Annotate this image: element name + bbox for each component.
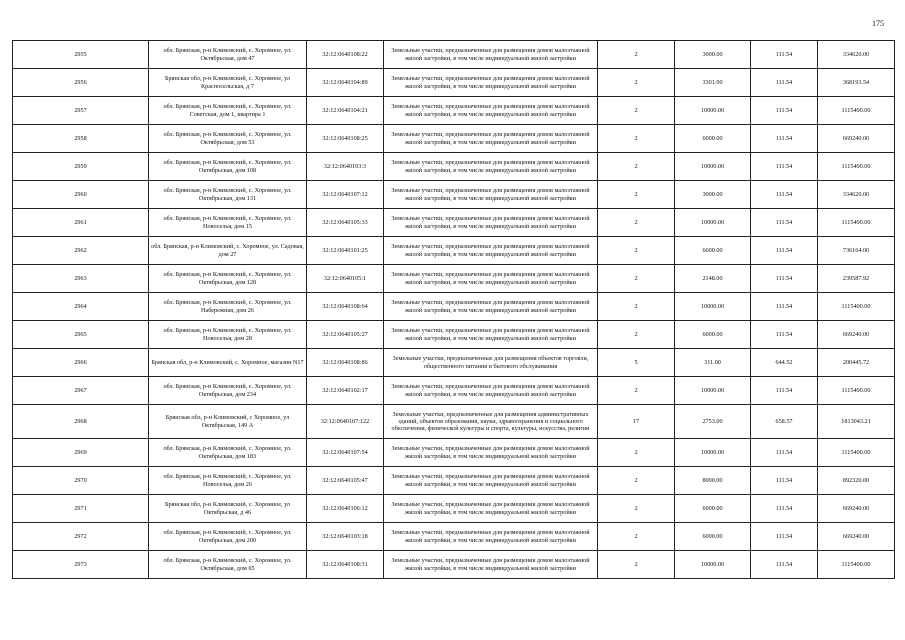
land-use-cell: Земельные участки, предназначенные для размещения домов малоэтажной жилой застройки, в том числе индивидуальной жилой застройки [384, 467, 598, 495]
land-use-cell: Земельные участки, предназначенные для размещения домов малоэтажной жилой застройки, в том числе индивидуальной жилой застройки [384, 551, 598, 579]
cadastral-value-cell: 368193.54 [818, 69, 895, 97]
use-code-cell: 2 [598, 265, 675, 293]
cadastral-number-cell: 32:12:0640108:86 [307, 349, 384, 377]
cadastral-value-cell: 669240.00 [818, 495, 895, 523]
cadastral-number-cell: 32:12:0640107:122 [307, 405, 384, 439]
cadastral-value-cell: 1115400.00 [818, 209, 895, 237]
table-row [13, 551, 895, 579]
land-use-cell: Земельные участки, предназначенные для размещения домов малоэтажной жилой застройки, в том числе индивидуальной жилой застройки [384, 293, 598, 321]
row-number-cell: 2968 [13, 405, 149, 439]
area-cell: 311.00 [675, 349, 751, 377]
use-code-cell: 2 [598, 209, 675, 237]
cadastral-number-cell: 32:12:0640108:64 [307, 293, 384, 321]
cadastral-number-cell: 32:12:0640101:25 [307, 237, 384, 265]
address-cell: обл. Брянская, р-н Климовский, с. Хоромное, ул. Новоселья, дом 28 [149, 321, 307, 349]
land-registry-table [12, 40, 895, 579]
cadastral-number-cell: 32:12:0640105:27 [307, 321, 384, 349]
address-cell: обл. Брянская, р-н Климовский, с. Хоромное, ул. Новоселья, дом 26 [149, 467, 307, 495]
cadastral-value-cell: 334620.00 [818, 41, 895, 69]
land-use-cell: Земельные участки, предназначенные для размещения домов малоэтажной жилой застройки, в том числе индивидуальной жилой застройки [384, 523, 598, 551]
area-cell: 6600.00 [675, 237, 751, 265]
table-row [13, 293, 895, 321]
cadastral-value-cell: 669240.00 [818, 523, 895, 551]
land-use-cell: Земельные участки, предназначенные для размещения домов малоэтажной жилой застройки, в том числе индивидуальной жилой застройки [384, 209, 598, 237]
table-row [13, 467, 895, 495]
row-number-cell: 2972 [13, 523, 149, 551]
row-number-cell: 2967 [13, 377, 149, 405]
rate-cell: 111.54 [751, 293, 818, 321]
use-code-cell: 2 [598, 181, 675, 209]
cadastral-value-cell: 892320.00 [818, 467, 895, 495]
area-cell: 8000.00 [675, 467, 751, 495]
table-row [13, 321, 895, 349]
cadastral-number-cell: 32:12:0640106:12 [307, 495, 384, 523]
land-use-cell: Земельные участки, предназначенные для размещения домов малоэтажной жилой застройки, в том числе индивидуальной жилой застройки [384, 41, 598, 69]
use-code-cell: 2 [598, 293, 675, 321]
address-cell: Брянская обл, р-н Климовский, с Хоромное, ул Октябрьская, 149 А [149, 405, 307, 439]
cadastral-number-cell: 32:12:0640108:31 [307, 551, 384, 579]
cadastral-value-cell: 200445.72 [818, 349, 895, 377]
area-cell: 6000.00 [675, 125, 751, 153]
row-number-cell: 2971 [13, 495, 149, 523]
address-cell: обл. Брянская, р-н Климовский, с. Хоромное, ул. Советская, дом 1, квартира 1 [149, 97, 307, 125]
address-cell: обл. Брянская, р-н Климовский, с. Хоромное, ул. Октябрьская, дом 131 [149, 181, 307, 209]
area-cell: 10000.00 [675, 293, 751, 321]
area-cell: 2148.00 [675, 265, 751, 293]
cadastral-number-cell: 32:12:0640108:25 [307, 125, 384, 153]
row-number-cell: 2965 [13, 321, 149, 349]
cadastral-number-cell: 32:12:0640103:18 [307, 523, 384, 551]
cadastral-number-cell: 32:12:0640107:12 [307, 181, 384, 209]
cadastral-value-cell: 1115400.00 [818, 551, 895, 579]
cadastral-value-cell: 1115400.00 [818, 153, 895, 181]
land-use-cell: Земельные участки, предназначенные для размещения домов малоэтажной жилой застройки, в том числе индивидуальной жилой застройки [384, 321, 598, 349]
area-cell: 10000.00 [675, 377, 751, 405]
address-cell: Брянская обл, р-н Климовский, с. Хоромное, ул Октябрьская, д 46 [149, 495, 307, 523]
land-use-cell: Земельные участки, предназначенные для размещения домов малоэтажной жилой застройки, в том числе индивидуальной жилой застройки [384, 495, 598, 523]
row-number-cell: 2969 [13, 439, 149, 467]
use-code-cell: 2 [598, 41, 675, 69]
land-use-cell: Земельные участки, предназначенные для размещения домов малоэтажной жилой застройки, в том числе индивидуальной жилой застройки [384, 265, 598, 293]
table-row [13, 377, 895, 405]
rate-cell: 111.54 [751, 41, 818, 69]
cadastral-number-cell: 32:12:0640105:47 [307, 467, 384, 495]
table-row [13, 97, 895, 125]
table-row [13, 495, 895, 523]
use-code-cell: 2 [598, 69, 675, 97]
cadastral-value-cell: 1813043.21 [818, 405, 895, 439]
land-use-cell: Земельные участки, предназначенные для размещения домов малоэтажной жилой застройки, в том числе индивидуальной жилой застройки [384, 181, 598, 209]
rate-cell: 111.54 [751, 69, 818, 97]
table-row [13, 237, 895, 265]
table-body [13, 41, 895, 579]
address-cell: обл. Брянская, р-н Климовский, с. Хоромное, ул. Октябрьская, дом 200 [149, 523, 307, 551]
rate-cell: 111.54 [751, 377, 818, 405]
row-number-cell: 2966 [13, 349, 149, 377]
table-row [13, 181, 895, 209]
rate-cell: 111.54 [751, 237, 818, 265]
row-number-cell: 2973 [13, 551, 149, 579]
cadastral-number-cell: 32:12:0640105:33 [307, 209, 384, 237]
cadastral-value-cell: 1115400.00 [818, 377, 895, 405]
rate-cell: 111.54 [751, 321, 818, 349]
address-cell: Брянская обл, р-н Климовский, с. Хоромное, ул Красносельская, д 7 [149, 69, 307, 97]
cadastral-value-cell: 239587.92 [818, 265, 895, 293]
address-cell: Брянская обл, р-н Климовский, с. Хоромное, магазин N17 [149, 349, 307, 377]
area-cell: 10000.00 [675, 209, 751, 237]
area-cell: 6000.00 [675, 523, 751, 551]
area-cell: 10000.00 [675, 439, 751, 467]
rate-cell: 111.54 [751, 523, 818, 551]
row-number-cell: 2964 [13, 293, 149, 321]
rate-cell: 111.54 [751, 495, 818, 523]
cadastral-number-cell: 32:12:0640104:89 [307, 69, 384, 97]
land-use-cell: Земельные участки, предназначенные для размещения домов малоэтажной жилой застройки, в том числе индивидуальной жилой застройки [384, 125, 598, 153]
row-number-cell: 2955 [13, 41, 149, 69]
address-cell: обл. Брянская, р-н Климовский, с. Хоромное, ул. Октябрьская, дом 234 [149, 377, 307, 405]
use-code-cell: 2 [598, 153, 675, 181]
land-use-cell: Земельные участки, предназначенные для размещения домов малоэтажной жилой застройки, в том числе индивидуальной жилой застройки [384, 69, 598, 97]
land-use-cell: Земельные участки, предназначенные для размещения домов малоэтажной жилой застройки, в том числе индивидуальной жилой застройки [384, 153, 598, 181]
area-cell: 3000.00 [675, 41, 751, 69]
use-code-cell: 2 [598, 377, 675, 405]
table-row [13, 265, 895, 293]
rate-cell: 111.54 [751, 439, 818, 467]
cadastral-value-cell: 736164.00 [818, 237, 895, 265]
rate-cell: 111.54 [751, 209, 818, 237]
area-cell: 10000.00 [675, 551, 751, 579]
rate-cell: 658.57 [751, 405, 818, 439]
table-row [13, 349, 895, 377]
land-use-cell: Земельные участки, предназначенные для размещения домов малоэтажной жилой застройки, в том числе индивидуальной жилой застройки [384, 377, 598, 405]
cadastral-number-cell: 32:12:0640107:54 [307, 439, 384, 467]
rate-cell: 111.54 [751, 125, 818, 153]
cadastral-value-cell: 334620.00 [818, 181, 895, 209]
cadastral-number-cell: 32:12:0640104:21 [307, 97, 384, 125]
use-code-cell: 2 [598, 237, 675, 265]
area-cell: 10000.00 [675, 153, 751, 181]
area-cell: 3301.00 [675, 69, 751, 97]
rate-cell: 111.54 [751, 97, 818, 125]
row-number-cell: 2958 [13, 125, 149, 153]
cadastral-value-cell: 669240.00 [818, 321, 895, 349]
use-code-cell: 2 [598, 125, 675, 153]
cadastral-number-cell: 32:12:0640108:22 [307, 41, 384, 69]
address-cell: обл. Брянская, р-н Климовский, с. Хоромное, ул. Октябрьская, дом 108 [149, 153, 307, 181]
area-cell: 6000.00 [675, 321, 751, 349]
land-use-cell: Земельные участки, предназначенные для размещения домов малоэтажной жилой застройки, в том числе индивидуальной жилой застройки [384, 237, 598, 265]
rate-cell: 111.54 [751, 551, 818, 579]
area-cell: 2753.00 [675, 405, 751, 439]
address-cell: обл. Брянская, р-н Климовский, с. Хоромное, ул. Октябрьская, дом 128 [149, 265, 307, 293]
rate-cell: 111.54 [751, 467, 818, 495]
address-cell: обл. Брянская, р-н Климовский, с. Хоромное, ул. Октябрьская, дом 53 [149, 125, 307, 153]
table-row [13, 41, 895, 69]
table-row [13, 69, 895, 97]
rate-cell: 111.54 [751, 265, 818, 293]
row-number-cell: 2957 [13, 97, 149, 125]
cadastral-value-cell: 1115400.00 [818, 293, 895, 321]
table-row [13, 523, 895, 551]
page-number: 175 [872, 19, 884, 28]
row-number-cell: 2963 [13, 265, 149, 293]
address-cell: обл. Брянская, р-н Климовский, с. Хоромное, ул. Новоселья, дом 15 [149, 209, 307, 237]
table-row [13, 439, 895, 467]
use-code-cell: 5 [598, 349, 675, 377]
cadastral-value-cell: 1115400.00 [818, 97, 895, 125]
row-number-cell: 2970 [13, 467, 149, 495]
cadastral-number-cell: 32:12:0640105:1 [307, 265, 384, 293]
address-cell: обл. Брянская, р-н Климовский, с. Хоромное, ул. Октябрьская, дом 183 [149, 439, 307, 467]
address-cell: обл. Брянская, р-н Климовский, с. Хоромное, ул. Набережная, дом 26 [149, 293, 307, 321]
land-use-cell: Земельные участки, предназначенные для размещения административных зданий, объектов образования, науки, здравоохранения и социального обеспечения, физической культуры и спорта, культуры, искусства, религии [384, 405, 598, 439]
use-code-cell: 2 [598, 467, 675, 495]
use-code-cell: 2 [598, 523, 675, 551]
use-code-cell: 2 [598, 439, 675, 467]
table-row [13, 405, 895, 439]
cadastral-value-cell: 669240.00 [818, 125, 895, 153]
table-row [13, 153, 895, 181]
row-number-cell: 2961 [13, 209, 149, 237]
cadastral-number-cell: 32:12:0640102:17 [307, 377, 384, 405]
land-use-cell: Земельные участки, предназначенные для размещения домов малоэтажной жилой застройки, в том числе индивидуальной жилой застройки [384, 97, 598, 125]
row-number-cell: 2962 [13, 237, 149, 265]
use-code-cell: 2 [598, 495, 675, 523]
address-cell: обл. Брянская, р-н Климовский, с. Хоромное, ул. Октябрьская, дом 65 [149, 551, 307, 579]
use-code-cell: 2 [598, 551, 675, 579]
cadastral-number-cell: 32:12:0640103:3 [307, 153, 384, 181]
table-row [13, 125, 895, 153]
row-number-cell: 2959 [13, 153, 149, 181]
table-row [13, 209, 895, 237]
rate-cell: 111.54 [751, 181, 818, 209]
row-number-cell: 2960 [13, 181, 149, 209]
use-code-cell: 2 [598, 97, 675, 125]
use-code-cell: 2 [598, 321, 675, 349]
area-cell: 10000.00 [675, 97, 751, 125]
address-cell: обл. Брянская, р-н Климовский, с. Хоромное, ул. Садовая, дом 27 [149, 237, 307, 265]
land-use-cell: Земельные участки, предназначенные для размещения объектов торговли, общественного питания и бытового обслуживания [384, 349, 598, 377]
rate-cell: 111.54 [751, 153, 818, 181]
row-number-cell: 2956 [13, 69, 149, 97]
use-code-cell: 17 [598, 405, 675, 439]
rate-cell: 644.52 [751, 349, 818, 377]
address-cell: обл. Брянская, р-н Климовский, с. Хоромное, ул. Октябрьская, дом 47 [149, 41, 307, 69]
area-cell: 6000.00 [675, 495, 751, 523]
area-cell: 3000.00 [675, 181, 751, 209]
cadastral-value-cell: 1115400.00 [818, 439, 895, 467]
land-use-cell: Земельные участки, предназначенные для размещения домов малоэтажной жилой застройки, в том числе индивидуальной жилой застройки [384, 439, 598, 467]
